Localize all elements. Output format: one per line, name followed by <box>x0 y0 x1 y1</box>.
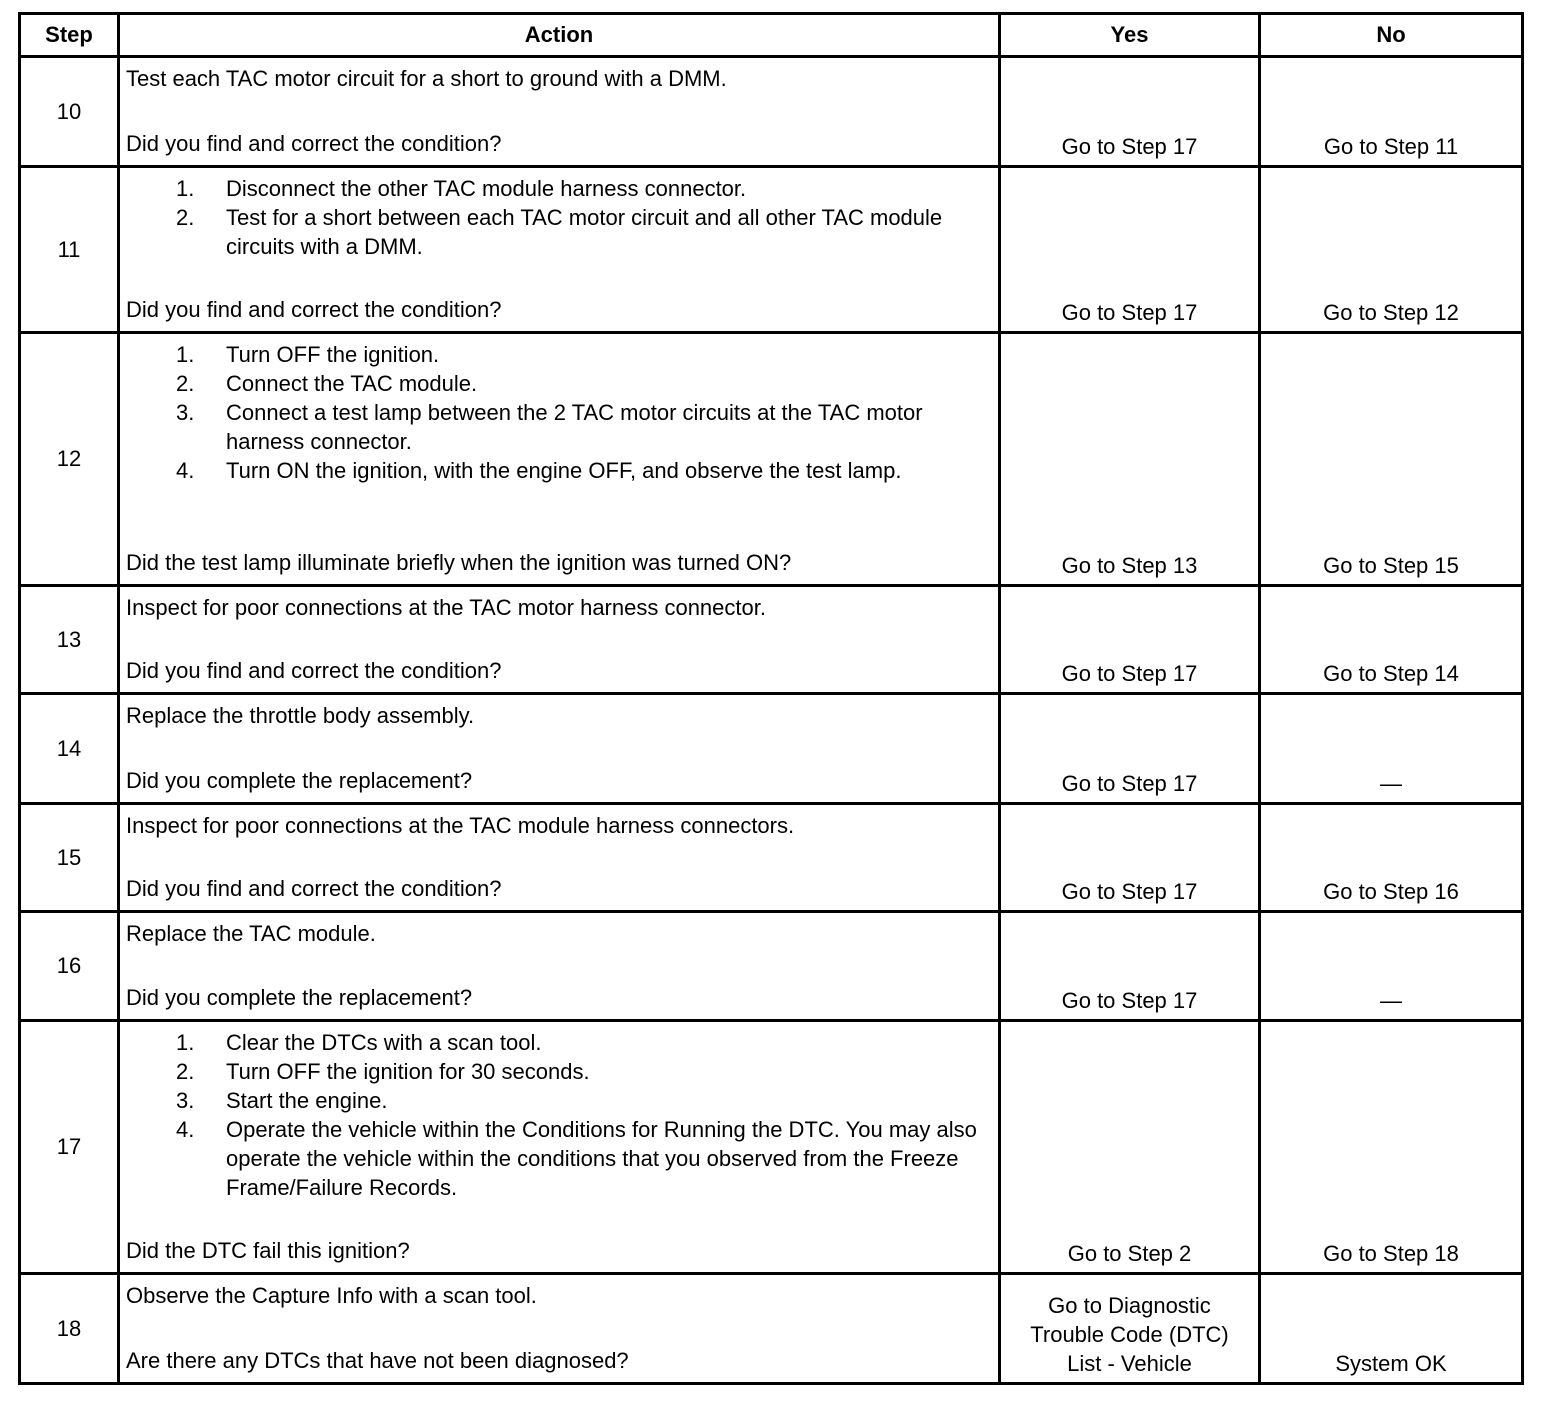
action-cell <box>119 57 1000 167</box>
table-row <box>20 694 1523 804</box>
action-step-number: 1. <box>176 342 195 367</box>
action-step-number: 2. <box>176 1059 195 1084</box>
yes-result: Go to Step 2 <box>1000 1021 1260 1274</box>
action-step-item <box>126 398 990 456</box>
table-row <box>20 333 1523 586</box>
action-body <box>126 1028 990 1202</box>
action-cell <box>119 694 1000 804</box>
action-body <box>126 919 990 948</box>
action-step-number: 3. <box>176 1088 195 1113</box>
action-step-item <box>126 1115 990 1202</box>
action-question: Did you find and correct the condition? <box>126 297 502 322</box>
action-cell <box>119 1021 1000 1274</box>
no-result: System OK <box>1260 1274 1523 1384</box>
header-step: Step <box>20 14 119 57</box>
step-number: 10 <box>20 57 119 167</box>
action-step-number: 2. <box>176 371 195 396</box>
step-number: 13 <box>20 586 119 694</box>
table-row <box>20 167 1523 333</box>
action-body <box>126 340 990 485</box>
action-question: Did the test lamp illuminate briefly when the ignition was turned ON? <box>126 550 792 575</box>
yes-result: Go to Step 17 <box>1000 694 1260 804</box>
action-cell <box>119 1274 1000 1384</box>
action-step-item <box>126 340 990 369</box>
table-row <box>20 57 1523 167</box>
action-step-text: Test for a short between each TAC motor circuit and all other TAC module circuits with a DMM. <box>226 205 943 259</box>
action-step-text: Operate the vehicle within the Conditions for Running the DTC. You may also operate the vehicle within the conditions that you observed from the Freeze Frame/Failure Records. <box>226 1117 977 1200</box>
action-intro: Replace the TAC module. <box>126 921 376 946</box>
action-body <box>126 593 990 622</box>
yes-result: Go to Diagnostic Trouble Code (DTC) List - Vehicle <box>1000 1274 1260 1384</box>
action-body <box>126 701 990 730</box>
action-step-item <box>126 1057 990 1086</box>
action-step-text: Disconnect the other TAC module harness connector. <box>226 176 747 201</box>
action-intro: Observe the Capture Info with a scan tool. <box>126 1283 537 1308</box>
table-row <box>20 912 1523 1021</box>
action-cell <box>119 804 1000 912</box>
action-body <box>126 1281 990 1310</box>
action-cell <box>119 167 1000 333</box>
action-step-number: 2. <box>176 205 195 230</box>
action-cell <box>119 586 1000 694</box>
action-question: Did you complete the replacement? <box>126 768 473 793</box>
action-question: Did you find and correct the condition? <box>126 876 502 901</box>
table-row <box>20 1274 1523 1384</box>
action-cell <box>119 912 1000 1021</box>
action-intro: Replace the throttle body assembly. <box>126 703 475 728</box>
action-step-text: Turn OFF the ignition for 30 seconds. <box>226 1059 590 1084</box>
no-result: — <box>1260 694 1523 804</box>
step-number: 15 <box>20 804 119 912</box>
action-step-item <box>126 456 990 485</box>
header-yes: Yes <box>1000 14 1260 57</box>
action-step-number: 4. <box>176 1117 195 1142</box>
action-question: Are there any DTCs that have not been diagnosed? <box>126 1348 629 1373</box>
action-step-text: Start the engine. <box>226 1088 388 1113</box>
action-question: Did you find and correct the condition? <box>126 658 502 683</box>
action-intro: Inspect for poor connections at the TAC motor harness connector. <box>126 595 766 620</box>
header-action: Action <box>119 14 1000 57</box>
action-step-item <box>126 369 990 398</box>
action-cell <box>119 333 1000 586</box>
table-row <box>20 586 1523 694</box>
action-question: Did the DTC fail this ignition? <box>126 1238 410 1263</box>
no-result: Go to Step 11 <box>1260 57 1523 167</box>
step-number: 16 <box>20 912 119 1021</box>
yes-result: Go to Step 13 <box>1000 333 1260 586</box>
action-step-text: Connect the TAC module. <box>226 371 478 396</box>
no-result: Go to Step 15 <box>1260 333 1523 586</box>
action-step-text: Clear the DTCs with a scan tool. <box>226 1030 542 1055</box>
action-question: Did you complete the replacement? <box>126 985 473 1010</box>
action-step-item <box>126 1086 990 1115</box>
no-result: — <box>1260 912 1523 1021</box>
step-number: 17 <box>20 1021 119 1274</box>
no-result: Go to Step 14 <box>1260 586 1523 694</box>
action-step-number: 1. <box>176 1030 195 1055</box>
action-intro: Test each TAC motor circuit for a short to ground with a DMM. <box>126 66 727 91</box>
yes-result: Go to Step 17 <box>1000 912 1260 1021</box>
action-question: Did you find and correct the condition? <box>126 131 502 156</box>
table-row <box>20 1021 1523 1274</box>
action-body <box>126 64 990 93</box>
action-steps-list <box>126 340 990 485</box>
step-number: 12 <box>20 333 119 586</box>
action-body <box>126 174 990 261</box>
diagnostic-table <box>18 12 1524 1385</box>
step-number: 11 <box>20 167 119 333</box>
action-step-text: Turn OFF the ignition. <box>226 342 440 367</box>
yes-result: Go to Step 17 <box>1000 57 1260 167</box>
action-steps-list <box>126 174 990 261</box>
action-intro: Inspect for poor connections at the TAC module harness connectors. <box>126 813 795 838</box>
no-result: Go to Step 12 <box>1260 167 1523 333</box>
yes-result: Go to Step 17 <box>1000 586 1260 694</box>
table-row <box>20 804 1523 912</box>
step-number: 18 <box>20 1274 119 1384</box>
yes-result: Go to Step 17 <box>1000 167 1260 333</box>
action-step-number: 4. <box>176 458 195 483</box>
action-step-number: 1. <box>176 176 195 201</box>
action-step-item <box>126 203 990 261</box>
action-step-item <box>126 1028 990 1057</box>
header-row <box>20 14 1523 57</box>
header-no: No <box>1260 14 1523 57</box>
no-result: Go to Step 16 <box>1260 804 1523 912</box>
yes-result: Go to Step 17 <box>1000 804 1260 912</box>
step-number: 14 <box>20 694 119 804</box>
no-result: Go to Step 18 <box>1260 1021 1523 1274</box>
action-step-text: Connect a test lamp between the 2 TAC motor circuits at the TAC motor harness connector. <box>226 400 923 454</box>
action-steps-list <box>126 1028 990 1202</box>
action-body <box>126 811 990 840</box>
action-step-number: 3. <box>176 400 195 425</box>
action-step-text: Turn ON the ignition, with the engine OFF, and observe the test lamp. <box>226 458 902 483</box>
action-step-item <box>126 174 990 203</box>
